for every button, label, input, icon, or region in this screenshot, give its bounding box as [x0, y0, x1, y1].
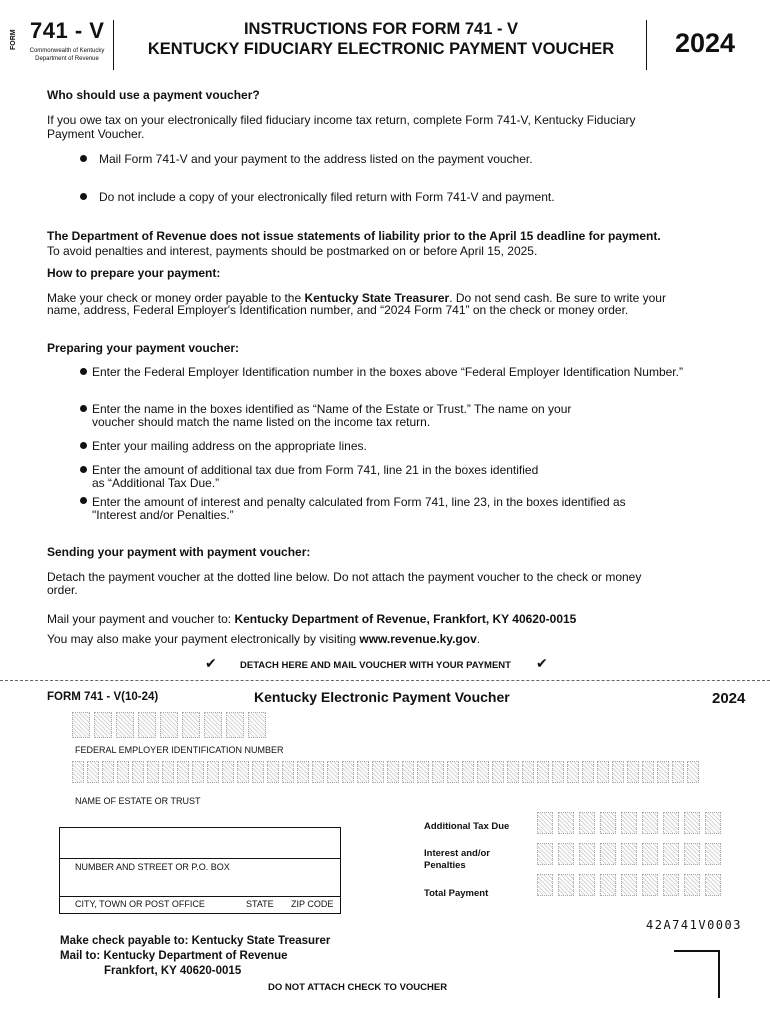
estate-name-char-box[interactable]: [567, 761, 579, 783]
fein-digit-box[interactable]: [204, 712, 222, 738]
amount-digit-box[interactable]: [600, 812, 616, 834]
voucher-prep-heading: Preparing your payment voucher:: [47, 341, 240, 355]
who-paragraph-line-2: Payment Voucher.: [47, 127, 145, 141]
amount-digit-box[interactable]: [579, 874, 595, 896]
prepare-line-2: name, address, Federal Employer's Identification number, and “2024 Form 741” on the check or money order.: [47, 303, 629, 317]
amount-digit-box[interactable]: [642, 874, 658, 896]
check-mark-icon: ✔: [205, 655, 217, 671]
voucher-prep-bullet-2-line-2: voucher should match the name listed on the income tax return.: [92, 415, 431, 429]
street-field[interactable]: [60, 828, 340, 857]
electronic-payment-suffix: .: [476, 632, 481, 646]
form-number: 741 - V: [30, 18, 105, 43]
amount-digit-box[interactable]: [621, 874, 637, 896]
fein-digit-box[interactable]: [248, 712, 266, 738]
estate-name-char-box[interactable]: [522, 761, 534, 783]
amount-digit-box[interactable]: [537, 812, 553, 834]
fein-digit-box[interactable]: [226, 712, 244, 738]
estate-name-char-box[interactable]: [387, 761, 399, 783]
estate-name-char-box[interactable]: [672, 761, 684, 783]
address-divider: [59, 896, 341, 897]
estate-name-char-box[interactable]: [177, 761, 189, 783]
bullet-icon: [80, 193, 87, 200]
amount-digit-box[interactable]: [705, 812, 721, 834]
estate-name-char-box[interactable]: [297, 761, 309, 783]
bullet-icon: [80, 368, 87, 375]
amount-digit-box[interactable]: [558, 843, 574, 865]
electronic-payment-note: [47, 633, 480, 646]
estate-name-char-box[interactable]: [192, 761, 204, 783]
estate-name-char-box[interactable]: [627, 761, 639, 783]
amount-digit-box[interactable]: [705, 874, 721, 896]
amount-digit-box[interactable]: [600, 843, 616, 865]
agency-name: [22, 47, 112, 63]
amount-digit-box[interactable]: [558, 812, 574, 834]
bullet-icon: [80, 155, 87, 162]
mail-instruction: [47, 613, 576, 626]
estate-name-char-box[interactable]: [447, 761, 459, 783]
estate-name-char-box[interactable]: [372, 761, 384, 783]
total-payment-input[interactable]: [537, 874, 726, 896]
fein-digit-box[interactable]: [116, 712, 134, 738]
amount-digit-box[interactable]: [558, 874, 574, 896]
amount-digit-box[interactable]: [642, 812, 658, 834]
city-state-zip-field[interactable]: [60, 870, 340, 895]
header-divider-right: [646, 20, 647, 70]
interest-label-line-1: Interest and/or: [424, 848, 490, 859]
voucher-prep-bullet-4-line-1: Enter the amount of additional tax due from Form 741, line 21 in the boxes identified: [92, 463, 539, 477]
dept-postmark-note: To avoid penalties and interest, payments should be postmarked on or before April 15, 2025.: [47, 244, 538, 258]
estate-name-char-box[interactable]: [642, 761, 654, 783]
mail-instruction-prefix: Mail your payment and voucher to:: [47, 612, 235, 626]
estate-name-label: NAME OF ESTATE OR TRUST: [75, 796, 201, 806]
estate-name-char-box[interactable]: [552, 761, 564, 783]
estate-name-char-box[interactable]: [252, 761, 264, 783]
voucher-prep-bullet-3: Enter your mailing address on the appropriate lines.: [92, 439, 367, 453]
estate-name-char-box[interactable]: [657, 761, 669, 783]
mail-to-line-2: Frankfort, KY 40620-0015: [104, 965, 242, 977]
additional-tax-label: Additional Tax Due: [424, 821, 510, 832]
estate-name-char-box[interactable]: [222, 761, 234, 783]
voucher-title: Kentucky Electronic Payment Voucher: [254, 689, 510, 705]
amount-digit-box[interactable]: [621, 812, 637, 834]
payable-to: Make check payable to: Kentucky State Treasurer: [60, 935, 331, 947]
form-label: FORM: [10, 29, 17, 50]
agency-line-2: Department of Revenue: [35, 56, 99, 62]
fein-input[interactable]: [72, 712, 270, 738]
estate-name-char-box[interactable]: [327, 761, 339, 783]
estate-name-char-box[interactable]: [147, 761, 159, 783]
estate-name-char-box[interactable]: [237, 761, 249, 783]
estate-name-input[interactable]: [72, 761, 702, 783]
bullet-icon: [80, 497, 87, 504]
electronic-payment-prefix: You may also make your payment electronically by visiting: [47, 632, 360, 646]
estate-name-char-box[interactable]: [162, 761, 174, 783]
mail-to-line-1: Mail to: Kentucky Department of Revenue: [60, 950, 288, 962]
voucher-prep-bullet-2-line-1: Enter the name in the boxes identified as “Name of the Estate or Trust.” The name on your: [92, 402, 572, 416]
detach-dotted-line: [0, 680, 770, 681]
interest-penalties-input[interactable]: [537, 843, 726, 865]
total-payment-label: Total Payment: [424, 888, 489, 899]
estate-name-char-box[interactable]: [417, 761, 429, 783]
amount-digit-box[interactable]: [663, 874, 679, 896]
estate-name-char-box[interactable]: [507, 761, 519, 783]
sending-line-2: order.: [47, 583, 78, 597]
fein-digit-box[interactable]: [72, 712, 90, 738]
prepare-payee: Kentucky State Treasurer: [304, 291, 450, 305]
tax-year: 2024: [674, 28, 736, 58]
page-title-line-2: KENTUCKY FIDUCIARY ELECTRONIC PAYMENT VOUCHER: [147, 40, 615, 58]
amount-digit-box[interactable]: [579, 843, 595, 865]
estate-name-char-box[interactable]: [462, 761, 474, 783]
voucher-form-id: FORM 741 - V(10-24): [47, 691, 159, 703]
voucher-prep-bullet-5-line-2: "Interest and/or Penalties.”: [92, 508, 234, 522]
prepare-line-1-a: Make your check or money order payable to the: [47, 291, 305, 305]
state-label: STATE: [246, 899, 274, 909]
estate-name-char-box[interactable]: [102, 761, 114, 783]
header-divider-left: [113, 20, 114, 70]
address-divider: [59, 858, 341, 859]
voucher-prep-bullet-5-line-1: Enter the amount of interest and penalty calculated from Form 741, line 23, in the boxes identified as: [92, 495, 626, 509]
mail-address: Kentucky Department of Revenue, Frankfort, KY 40620-0015: [234, 612, 577, 626]
estate-name-char-box[interactable]: [537, 761, 549, 783]
estate-name-char-box[interactable]: [87, 761, 99, 783]
estate-name-char-box[interactable]: [72, 761, 84, 783]
estate-name-char-box[interactable]: [117, 761, 129, 783]
amount-digit-box[interactable]: [537, 843, 553, 865]
amount-digit-box[interactable]: [642, 843, 658, 865]
bullet-icon: [80, 405, 87, 412]
who-paragraph-line-1: If you owe tax on your electronically filed fiduciary income tax return, complete Form 741-V, Kentucky Fiduciary: [47, 113, 636, 127]
fein-digit-box[interactable]: [94, 712, 112, 738]
interest-label-line-2: Penalties: [424, 860, 466, 871]
estate-name-char-box[interactable]: [477, 761, 489, 783]
amount-digit-box[interactable]: [663, 812, 679, 834]
estate-name-char-box[interactable]: [582, 761, 594, 783]
bullet-icon: [80, 442, 87, 449]
amount-digit-box[interactable]: [663, 843, 679, 865]
estate-name-char-box[interactable]: [432, 761, 444, 783]
estate-name-char-box[interactable]: [687, 761, 699, 783]
form-barcode-id: 42A741V0003: [646, 918, 742, 932]
voucher-prep-bullet-4-line-2: as “Additional Tax Due.”: [92, 476, 220, 490]
interest-label: [424, 848, 490, 872]
amount-digit-box[interactable]: [705, 843, 721, 865]
estate-name-char-box[interactable]: [267, 761, 279, 783]
who-bullet-1: Mail Form 741-V and your payment to the address listed on the payment voucher.: [99, 152, 533, 166]
estate-name-char-box[interactable]: [597, 761, 609, 783]
city-label: CITY, TOWN OR POST OFFICE: [75, 899, 205, 909]
sending-line-1: Detach the payment voucher at the dotted line below. Do not attach the payment voucher to the check or money: [47, 570, 642, 584]
estate-name-char-box[interactable]: [612, 761, 624, 783]
check-mark-icon: ✔: [536, 655, 548, 671]
revenue-website-link[interactable]: www.revenue.ky.gov: [359, 632, 477, 646]
estate-name-char-box[interactable]: [207, 761, 219, 783]
estate-name-char-box[interactable]: [282, 761, 294, 783]
additional-tax-input[interactable]: [537, 812, 726, 834]
fein-label: FEDERAL EMPLOYER IDENTIFICATION NUMBER: [75, 745, 284, 755]
page-title-line-1: INSTRUCTIONS FOR FORM 741 - V: [243, 20, 519, 38]
estate-name-char-box[interactable]: [312, 761, 324, 783]
amount-digit-box[interactable]: [684, 843, 700, 865]
voucher-year: 2024: [712, 690, 746, 707]
who-bullet-2: Do not include a copy of your electronically filed return with Form 741-V and payment.: [99, 190, 555, 204]
agency-line-1: Commonwealth of Kentucky: [29, 48, 105, 54]
fein-digit-box[interactable]: [182, 712, 200, 738]
dept-statement: The Department of Revenue does not issue statements of liability prior to the April 15 deadline for payment.: [47, 229, 661, 243]
bullet-icon: [80, 466, 87, 473]
registration-corner-mark: [674, 950, 720, 998]
estate-name-char-box[interactable]: [342, 761, 354, 783]
amount-digit-box[interactable]: [621, 843, 637, 865]
prepare-heading: How to prepare your payment:: [47, 266, 221, 280]
estate-name-char-box[interactable]: [357, 761, 369, 783]
prepare-line-1-c: . Do not send cash. Be sure to write your: [449, 291, 666, 305]
voucher-prep-bullet-1: Enter the Federal Employer Identification number in the boxes above “Federal Employer Identification Number.”: [92, 365, 683, 379]
detach-instruction: DETACH HERE AND MAIL VOUCHER WITH YOUR PAYMENT: [240, 660, 511, 671]
amount-digit-box[interactable]: [684, 874, 700, 896]
estate-name-char-box[interactable]: [132, 761, 144, 783]
no-attach-notice: DO NOT ATTACH CHECK TO VOUCHER: [268, 982, 448, 993]
amount-digit-box[interactable]: [537, 874, 553, 896]
street-label: NUMBER AND STREET OR P.O. BOX: [75, 862, 230, 872]
estate-name-char-box[interactable]: [492, 761, 504, 783]
amount-digit-box[interactable]: [579, 812, 595, 834]
fein-digit-box[interactable]: [160, 712, 178, 738]
zip-label: ZIP CODE: [291, 899, 334, 909]
amount-digit-box[interactable]: [684, 812, 700, 834]
amount-digit-box[interactable]: [600, 874, 616, 896]
fein-digit-box[interactable]: [138, 712, 156, 738]
sending-heading: Sending your payment with payment voucher:: [47, 545, 311, 559]
who-heading: Who should use a payment voucher?: [47, 88, 260, 102]
estate-name-char-box[interactable]: [402, 761, 414, 783]
